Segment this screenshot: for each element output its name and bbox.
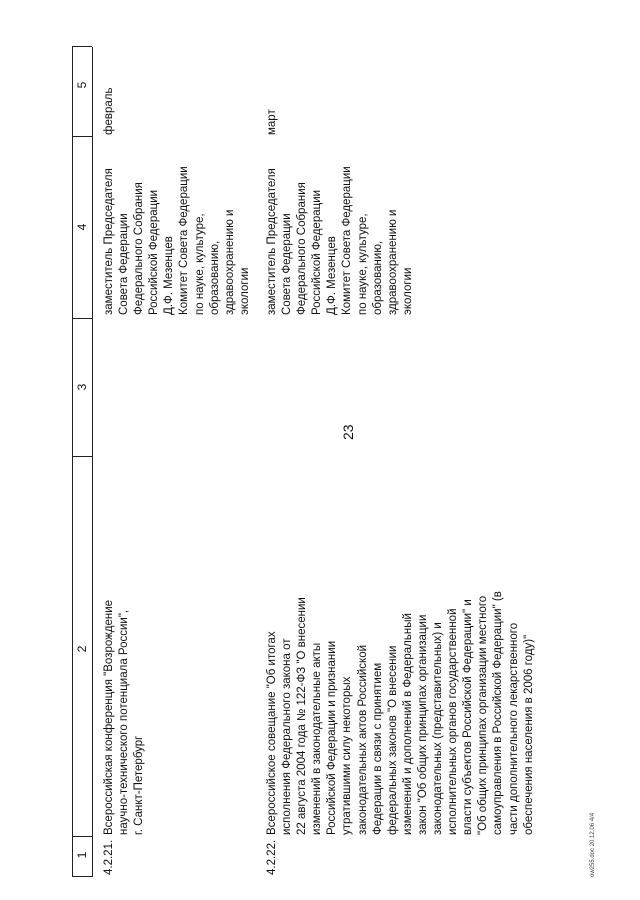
page-number: 23 <box>340 424 356 440</box>
row-term: март <box>266 109 278 135</box>
col-header-5: 5 <box>75 81 89 89</box>
row-number: 4.2.21. <box>103 839 115 875</box>
row-event: Всероссийская конференция "Возрождение научно-технического потенциала России", г. Санкт-Петербург <box>103 599 146 835</box>
col-header-3: 3 <box>75 383 89 391</box>
row-event: Всероссийское совещание "Об итогах исполнения Федерального закона от 22 августа 2004 года № 122-ФЗ "О внесении изменений в законодательные акты Российской Федерации и признании утратившими силу некоторых законодательных актов Российской Федерации в связи с принятием федеральных законов "О внесении изменений и дополнений в Федеральный закон "Об общих принципах организации законодательных (представительных) и исполнительных органов государственной власти субъектов Российской Федерации" и "Об общих принципах организации местного самоуправления в Российской Федерации" (в части дополнительного лекарственного обеспечения населения в 2006 году)" <box>266 591 535 835</box>
row-responsible: заместитель Председателя Совета Федерации Федерального Собрания Российской Федерации Д.Ф. Мезенцев Комитет Совета Федерации по науке, культуре, образованию, здравоохранению и экологии <box>266 166 414 315</box>
row-number: 4.2.22. <box>266 839 278 875</box>
col-header-2: 2 <box>75 645 89 653</box>
col-header-4: 4 <box>75 223 89 231</box>
document-code: ow255.doc 20.12.06 4/4 <box>590 812 596 877</box>
table-top-border <box>72 47 73 877</box>
row-responsible: заместитель Председателя Совета Федерации Федерального Собрания Российской Федерации Д.Ф. Мезенцев Комитет Совета Федерации по науке, культуре, образованию, здравоохранению и экологии <box>103 166 251 315</box>
header-bottom-border <box>92 47 93 877</box>
plan-table <box>72 7 602 877</box>
col-header-1: 1 <box>75 851 89 859</box>
row-term: февраль <box>103 87 115 135</box>
